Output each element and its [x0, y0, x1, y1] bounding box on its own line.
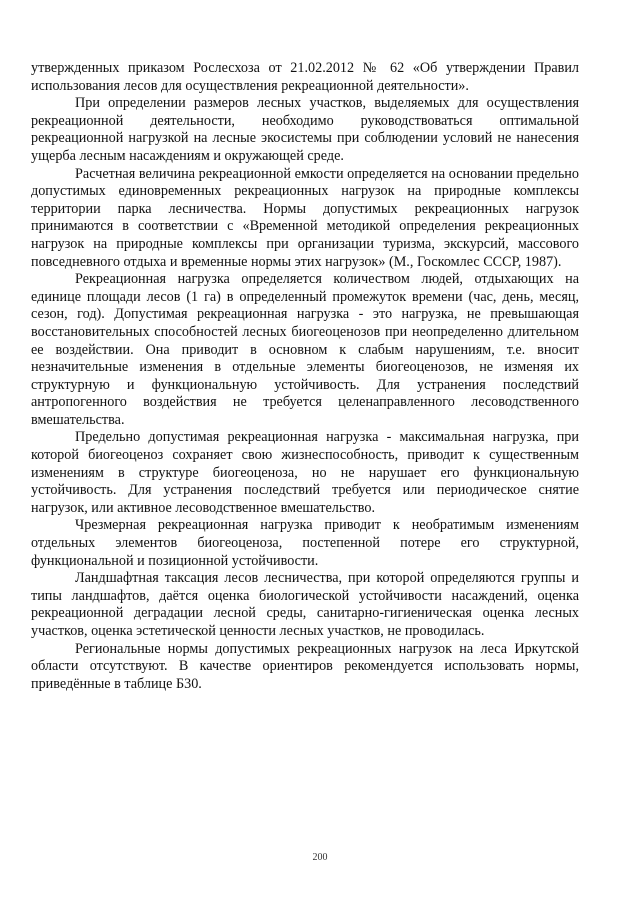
paragraph-excessive-load: Чрезмерная рекреационная нагрузка приводит к необратимым изменениям отдельных элементов биогеоценоза, постепенной потере его структурной, функциональной и позиционной устойчивости.: [31, 517, 579, 569]
paragraph-continuation: утвержденных приказом Рослесхоза от 21.02.2012 № 62 «Об утверждении Правил использования лесов для осуществления рекреационной деятельности».: [31, 60, 579, 94]
paragraph-landscape-taxation: Ландшафтная таксация лесов лесничества, при которой определяются группы и типы ландшафтов, даётся оценка биологической устойчивости насаждений, оценка рекреационной деградации лесной среды, санитарно-гигиеническая оценка лесных участков, оценка эстетической ценности лесных участков, не проводилась.: [31, 570, 579, 639]
paragraph-recreational-capacity: Расчетная величина рекреационной емкости определяется на основании предельно допустимых единовременных рекреационных нагрузок на природные комплексы территории парка лесничества. Нормы допустимых рекреационных нагрузок принимаются в соответствии с «Временной методикой определения рекреационных нагрузок на природные комплексы при организации туризма, экскурсий, массового повседневного отдыха и временные нормы этих нагрузок» (М., Госкомлес СССР, 1987).: [31, 165, 579, 270]
paragraph-recreational-load-definition: Рекреационная нагрузка определяется количеством людей, отдыхающих на единице площади лесов (1 га) в определенный промежуток времени (час, день, месяц, сезон, год). Допустимая рекреационная нагрузка - это нагрузка, не превышающая восстановительных способностей лесных биогеоценозов при неопределенно длительном ее воздействии. Она приводит в основном к слабым нарушениям, т.е. вносит незначительные изменения в отдельные элементы биогеоценозов, не изменяя их структурную и функциональную устойчивость. Для устранения последствий антропогенного воздействия не требуется целенаправленного лесоводственного вмешательства.: [31, 271, 579, 428]
paragraph-forest-plot-size: При определении размеров лесных участков, выделяемых для осуществления рекреационной деятельности, необходимо руководствоваться оптимальной рекреационной нагрузкой на лесные экосистемы при соблюдении условий не нанесения ущерба лесным насаждениям и окружающей среде.: [31, 95, 579, 164]
body-text: [31, 60, 579, 693]
paragraph-regional-norms: Региональные нормы допустимых рекреационных нагрузок на леса Иркутской области отсутствуют. В качестве ориентиров рекомендуется использовать нормы, приведённые в таблице Б30.: [31, 640, 579, 692]
paragraph-maximum-permissible-load: Предельно допустимая рекреационная нагрузка - максимальная нагрузка, при которой биогеоценоз сохраняет свою жизнеспособность, приводит к существенным изменениям в структуре биогеоценоза, но не нарушает его функциональную устойчивость. Для устранения последствий требуется или периодическое снятие нагрузок, или активное лесоводственное вмешательство.: [31, 429, 579, 516]
page-number: 200: [312, 852, 328, 863]
